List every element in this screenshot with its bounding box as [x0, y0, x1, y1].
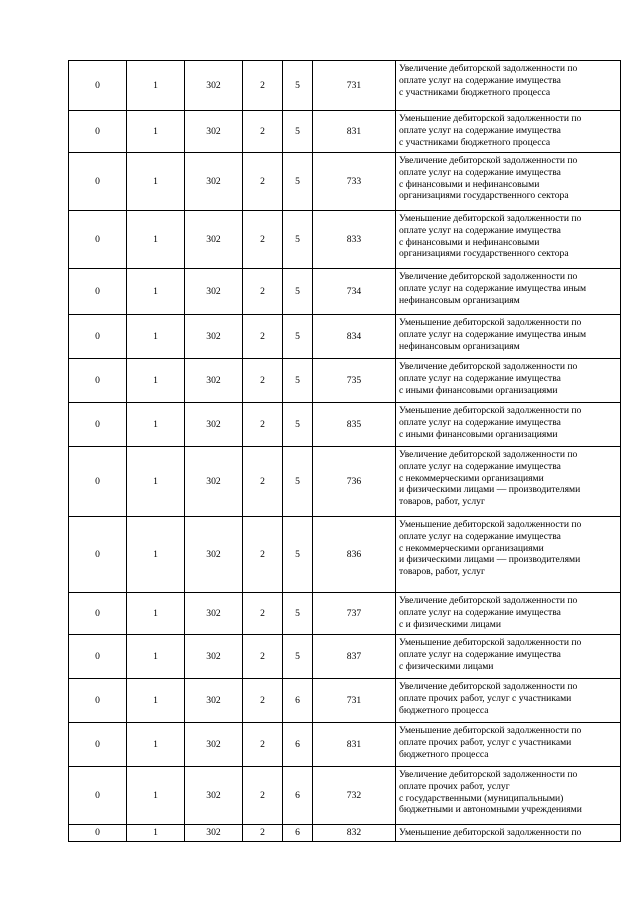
code-cell-4: 2 — [243, 111, 283, 153]
code-cell-4: 2 — [243, 635, 283, 679]
table-row — [69, 825, 621, 842]
code-cell-6: 833 — [313, 211, 396, 269]
code-cell-3: 302 — [185, 315, 243, 359]
table-row — [69, 593, 621, 635]
code-cell-2: 1 — [127, 211, 185, 269]
code-cell-2: 1 — [127, 825, 185, 842]
code-cell-2: 1 — [127, 153, 185, 211]
description-cell: Уменьшение дебиторской задолженности по оплате услуг на содержание имущества иным нефинансовым организациям — [396, 315, 621, 359]
code-cell-5: 5 — [283, 153, 313, 211]
table-row — [69, 111, 621, 153]
code-cell-6: 737 — [313, 593, 396, 635]
code-cell-4: 2 — [243, 269, 283, 315]
code-cell-3: 302 — [185, 635, 243, 679]
code-cell-6: 736 — [313, 447, 396, 517]
code-cell-5: 5 — [283, 593, 313, 635]
code-cell-6: 835 — [313, 403, 396, 447]
table-row — [69, 153, 621, 211]
code-cell-1: 0 — [69, 269, 127, 315]
code-cell-2: 1 — [127, 723, 185, 767]
code-cell-3: 302 — [185, 447, 243, 517]
code-cell-4: 2 — [243, 315, 283, 359]
description-cell: Увеличение дебиторской задолженности по оплате услуг на содержание имущества с и физическими лицами — [396, 593, 621, 635]
description-cell: Увеличение дебиторской задолженности по оплате услуг на содержание имущества с некоммерческими организациями и физическими лицами — производителями товаров, работ, услуг — [396, 447, 621, 517]
code-cell-5: 5 — [283, 111, 313, 153]
code-cell-1: 0 — [69, 593, 127, 635]
code-cell-6: 735 — [313, 359, 396, 403]
description-cell: Уменьшение дебиторской задолженности по оплате услуг на содержание имущества с некоммерческими организациями и физическими лицами — производителями товаров, работ, услуг — [396, 517, 621, 593]
description-cell: Уменьшение дебиторской задолженности по оплате услуг на содержание имущества с финансовыми и нефинансовыми организациями государственного сектора — [396, 211, 621, 269]
code-cell-2: 1 — [127, 679, 185, 723]
code-cell-2: 1 — [127, 517, 185, 593]
code-cell-1: 0 — [69, 153, 127, 211]
table-row — [69, 269, 621, 315]
description-cell: Увеличение дебиторской задолженности по оплате услуг на содержание имущества с финансовыми и нефинансовыми организациями государственного сектора — [396, 153, 621, 211]
code-cell-3: 302 — [185, 825, 243, 842]
code-cell-4: 2 — [243, 825, 283, 842]
code-cell-5: 6 — [283, 723, 313, 767]
code-cell-1: 0 — [69, 315, 127, 359]
code-cell-1: 0 — [69, 447, 127, 517]
code-cell-4: 2 — [243, 153, 283, 211]
code-cell-6: 732 — [313, 767, 396, 825]
code-cell-1: 0 — [69, 211, 127, 269]
code-cell-4: 2 — [243, 61, 283, 111]
description-cell: Увеличение дебиторской задолженности по оплате услуг на содержание имущества с иными финансовыми организациями — [396, 359, 621, 403]
code-cell-3: 302 — [185, 767, 243, 825]
description-cell: Уменьшение дебиторской задолженности по оплате услуг на содержание имущества с участниками бюджетного процесса — [396, 111, 621, 153]
table-row — [69, 517, 621, 593]
code-cell-5: 5 — [283, 61, 313, 111]
code-cell-4: 2 — [243, 679, 283, 723]
code-cell-4: 2 — [243, 517, 283, 593]
code-cell-2: 1 — [127, 315, 185, 359]
table-row — [69, 679, 621, 723]
code-cell-3: 302 — [185, 269, 243, 315]
code-cell-5: 5 — [283, 635, 313, 679]
code-cell-3: 302 — [185, 359, 243, 403]
code-cell-4: 2 — [243, 447, 283, 517]
code-cell-4: 2 — [243, 723, 283, 767]
code-cell-2: 1 — [127, 61, 185, 111]
code-cell-2: 1 — [127, 767, 185, 825]
code-cell-5: 5 — [283, 359, 313, 403]
code-cell-6: 734 — [313, 269, 396, 315]
code-cell-6: 836 — [313, 517, 396, 593]
code-cell-1: 0 — [69, 723, 127, 767]
code-cell-5: 5 — [283, 315, 313, 359]
code-cell-3: 302 — [185, 517, 243, 593]
table-row — [69, 359, 621, 403]
code-cell-5: 5 — [283, 517, 313, 593]
table-row — [69, 447, 621, 517]
code-cell-2: 1 — [127, 593, 185, 635]
code-cell-3: 302 — [185, 61, 243, 111]
code-cell-6: 831 — [313, 111, 396, 153]
description-cell: Уменьшение дебиторской задолженности по оплате услуг на содержание имущества с физическими лицами — [396, 635, 621, 679]
table-row — [69, 403, 621, 447]
description-cell: Увеличение дебиторской задолженности по оплате услуг на содержание имущества иным нефинансовым организациям — [396, 269, 621, 315]
description-cell: Уменьшение дебиторской задолженности по оплате прочих работ, услуг с участниками бюджетного процесса — [396, 723, 621, 767]
code-cell-4: 2 — [243, 359, 283, 403]
code-cell-1: 0 — [69, 61, 127, 111]
code-cell-1: 0 — [69, 403, 127, 447]
code-cell-5: 6 — [283, 679, 313, 723]
code-cell-1: 0 — [69, 111, 127, 153]
table-row — [69, 315, 621, 359]
code-cell-5: 5 — [283, 269, 313, 315]
code-cell-1: 0 — [69, 359, 127, 403]
code-cell-2: 1 — [127, 635, 185, 679]
code-cell-2: 1 — [127, 359, 185, 403]
code-cell-6: 834 — [313, 315, 396, 359]
code-cell-3: 302 — [185, 679, 243, 723]
code-cell-5: 6 — [283, 825, 313, 842]
code-cell-3: 302 — [185, 593, 243, 635]
code-cell-3: 302 — [185, 403, 243, 447]
code-cell-6: 837 — [313, 635, 396, 679]
table-row — [69, 211, 621, 269]
description-cell: Уменьшение дебиторской задолженности по — [396, 825, 621, 842]
description-cell: Уменьшение дебиторской задолженности по оплате услуг на содержание имущества с иными финансовыми организациями — [396, 403, 621, 447]
code-cell-6: 731 — [313, 61, 396, 111]
code-cell-1: 0 — [69, 635, 127, 679]
table-row — [69, 723, 621, 767]
code-cell-2: 1 — [127, 403, 185, 447]
table-row — [69, 767, 621, 825]
account-codes-table — [68, 60, 621, 842]
code-cell-2: 1 — [127, 269, 185, 315]
code-cell-2: 1 — [127, 447, 185, 517]
table-row — [69, 61, 621, 111]
code-cell-3: 302 — [185, 723, 243, 767]
code-cell-4: 2 — [243, 593, 283, 635]
code-cell-6: 832 — [313, 825, 396, 842]
code-cell-5: 5 — [283, 211, 313, 269]
table-row — [69, 635, 621, 679]
code-cell-6: 831 — [313, 723, 396, 767]
description-cell: Увеличение дебиторской задолженности по оплате прочих работ, услуг с участниками бюджетного процесса — [396, 679, 621, 723]
code-cell-3: 302 — [185, 153, 243, 211]
code-cell-2: 1 — [127, 111, 185, 153]
code-cell-4: 2 — [243, 403, 283, 447]
code-cell-1: 0 — [69, 825, 127, 842]
code-cell-5: 6 — [283, 767, 313, 825]
description-cell: Увеличение дебиторской задолженности по оплате прочих работ, услуг с государственными (муниципальными) бюджетными и автономными учреждениями — [396, 767, 621, 825]
code-cell-4: 2 — [243, 211, 283, 269]
code-cell-6: 733 — [313, 153, 396, 211]
code-cell-4: 2 — [243, 767, 283, 825]
code-cell-1: 0 — [69, 767, 127, 825]
code-cell-3: 302 — [185, 211, 243, 269]
code-cell-1: 0 — [69, 679, 127, 723]
description-cell: Увеличение дебиторской задолженности по оплате услуг на содержание имущества с участниками бюджетного процесса — [396, 61, 621, 111]
code-cell-1: 0 — [69, 517, 127, 593]
code-cell-5: 5 — [283, 403, 313, 447]
code-cell-6: 731 — [313, 679, 396, 723]
code-cell-3: 302 — [185, 111, 243, 153]
code-cell-5: 5 — [283, 447, 313, 517]
